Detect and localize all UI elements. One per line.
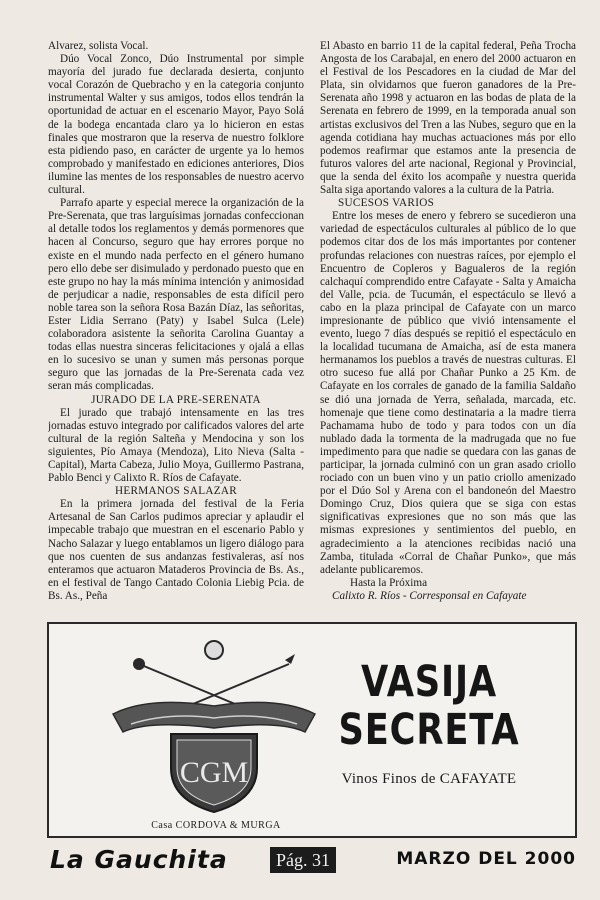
author-signature: Calixto R. Ríos - Corresponsal en Cafayate: [332, 589, 527, 602]
brand-line-2: SECRETA: [338, 705, 520, 755]
section-heading: JURADO DE LA PRE-SERENATA: [91, 393, 261, 406]
brand-subtitle: Vinos Finos de CAFAYATE: [341, 771, 517, 787]
article-column-left: [48, 40, 304, 615]
winery-emblem-icon: [109, 636, 319, 816]
article-paragraph: En la primera jornada del festival de la Feria Artesanal de San Carlos pudimos apreciar y aplaudir el impecable trabajo que muestran en el escenario Pablo y Nacho Salazar y luego entablamos un ligero diálogo para que nos cuenten de sus andanzas festivaleras, así nos enteramos que actuaron Mataderos Provincia de Bs. As., en el festival de Tango Cantado Colonia Liebig Pcia. de Bs. As., Peña: [48, 498, 304, 602]
article-column-right: [320, 40, 576, 615]
issue-date: MARZO DEL 2000: [396, 849, 576, 869]
winery-caption: Casa CORDOVA & MURGA: [151, 820, 281, 831]
section-heading: HERMANOS SALAZAR: [115, 485, 237, 498]
page-footer: [50, 843, 576, 879]
brand-name: [322, 658, 535, 754]
article-paragraph: Alvarez, solista Vocal.: [48, 40, 149, 52]
article-paragraph: El Abasto en barrio 11 de la capital federal, Peña Trocha Angosta de los Carabajal, en enero del 2000 actuaron en el Festival de los Pescadores en la ciudad de Mar del Plata, sin olvidarnos que fueron ganadores de la Pre-Serenata año 1998 y actuaron en las bodas de plata de la Serenata en febrero de 1999, en la temporada anual son artistas exclusivos del Tren a las Nubes, seguro que en la agenda cotidiana hay muchas actuaciones más por ello podemos reafirmar que estamos ante la presencia de futuros valores del arte nacional, Regional y Provincial, que la senda del éxito los acompañe y nuestra querida Salta siga aportando valores a la cultura de la Patria.: [320, 40, 576, 197]
page-number: Pág. 31: [270, 847, 336, 873]
article-columns: [48, 40, 576, 615]
section-heading: SUCESOS VARIOS: [338, 197, 435, 210]
emblem-monogram: CGM: [179, 756, 249, 789]
closing-text: Hasta la Próxima: [350, 576, 428, 589]
article-paragraph: Parrafo aparte y especial merece la organización de la Pre-Serenata, que tras larguísimas jornadas confeccionan al detalle todos los reglamentos y demás pormenores que hacen al Concurso, seguro que hay errores porque no existe en el mundo nada perfecto en el género humano pero ello debe ser disimulado y perdonado puesto que en este grupo no hay la más mínima intención y animosidad de perjudicar a nadie, responsables de esta difícil pero noble tarea son la señora Rosa Bazán Díaz, las señoritas, Ester Lidia Serrano (Paty) y Isabel Sulca (Lele) colaboradora asistente la señorita Carolina Guantay a todas ellas nuestra sinceras felicitaciones y ojalá a ellas en lo sucesivo se unan y sumen más personas porque seguro que las jornadas de la Pre-Serenata cada vez seran más complicadas.: [48, 197, 304, 393]
article-paragraph: El jurado que trabajó intensamente en las tres jornadas estuvo integrado por calificados valores del arte cultural de la región Salteña y Mendocina y son los siguientes, Pío Amaya (Mendoza), Lito Nieva (Salta - Capital), Marta Cabeza, Julio Moya, Guillermo Pastrana, Pablo Benci y Calixto R. Ríos de Cafayate.: [48, 406, 304, 485]
wine-advertisement: [47, 622, 577, 838]
magazine-title: La Gauchita: [50, 845, 228, 874]
article-column-right-body: [320, 40, 576, 577]
article-paragraph: Dúo Vocal Zonco, Dúo Instrumental por simple mayoría del jurado fue declarada desierta, conjunto vocal Corazón de Quebracho y en la categoria conjunto instrumental Walter y sus amigos, todos ellos tendrán la oportunidad de actuar en el escenario Mayor, Payo Solá de la bodega encantada claro ya lo hicieron en estas finales que mostraron que la reserva de nuestro folklore esta pidiendo paso, en carácter de urgente ya lo hemos comprobado y manifestado en ediciones anteriores, Dios ilumine las mentes de los responsables de nuestro acervo cultural.: [48, 53, 304, 197]
brand-line-1: VASIJA: [360, 657, 498, 707]
article-paragraph: Entre los meses de enero y febrero se sucedieron una variedad de espectáculos culturales al público de lo que podemos citar dos de los más importantes por contener profundas relaciones con nuestras raíces, por ejemplo el Encuentro de Copleros y Bagualeros de la región calchaquí comprendido entre Cafayate - Salta y Amaicha del Valle, pcia. de Tucumán, el espectáculo se llevó a cabo en la plaza principal de Cafayate con un marco impresionante de público que vivió intensamente el evento, luego 7 días después se repitió el espectáculo en la localidad tucumana de Amaicha, así de esta manera hermanamos los pueblos a través de nuestras culturas. El otro suceso fue allá por Chañar Punko a 25 Km. de Cafayate en los corrales de ganado de la familia Saldaño se dió una jornada de Yerra, señalada, marcada, etc. homenaje que tiene como destinataria a la madre tierra Pachamama hubo de todo y para todos con un día nublado dada la tormenta de la madrugada que no fue impedimento para que nadie se quedara con las ganas de participar, la jornada culminó con un gran asado criollo rociado con un buen vino y un patio criollo amenizado por el Dúo Sol y Arena con el bandoneón del Maestro Domingo Cruz, Dios quiera que se siga con estas significativas expresiones que no son más que las mismas expresiones y sentimientos del pueblo, en agradecimiento a la atenciones recibidas nació una Zamba, titulada «Corral de Chañar Punko», que más adelante publicaremos.: [320, 210, 576, 576]
